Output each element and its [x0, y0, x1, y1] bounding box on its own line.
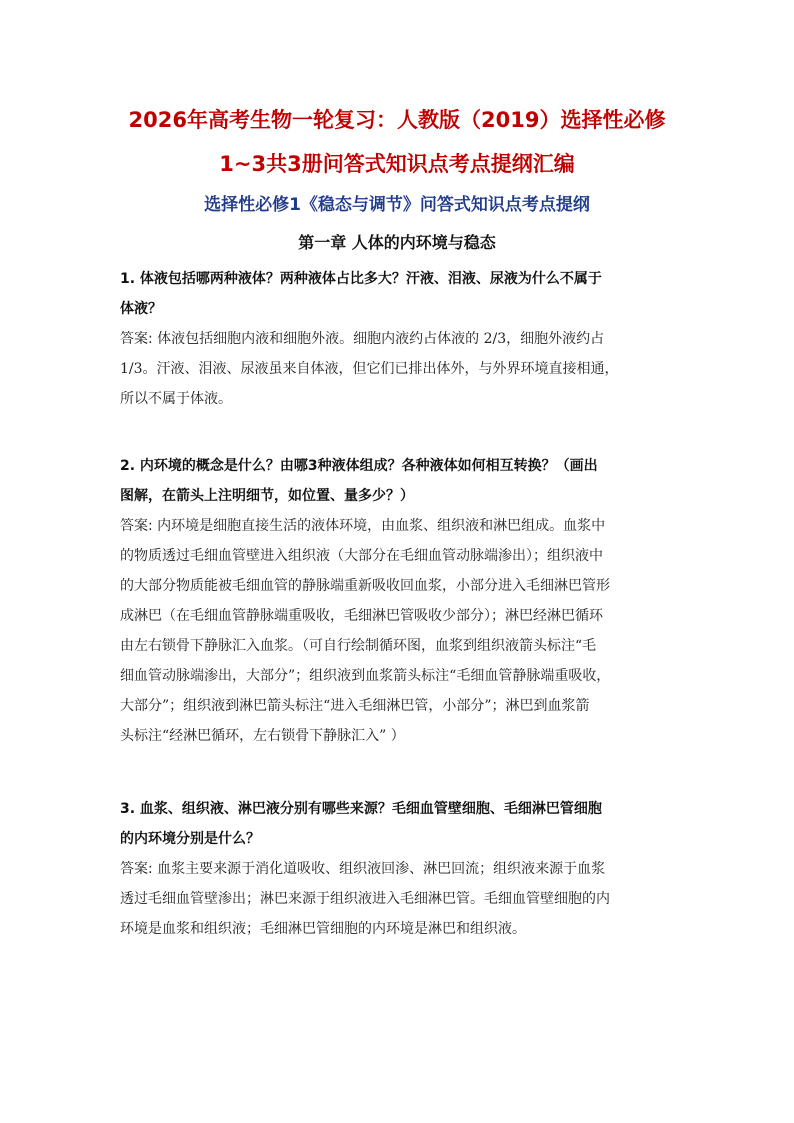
answer-line: 1/3。汗液、泪液、尿液虽来自体液，但它们已排出体外，与外界环境直接相通，: [120, 361, 619, 377]
answer-line: 头标注“经淋巴循环，左右锁骨下静脉汇入” ）: [120, 728, 405, 744]
answer-line: 大部分”；组织液到淋巴箭头标注“进入毛细淋巴管，小部分”；淋巴到血浆箭: [120, 698, 590, 714]
question-line: 体液？: [120, 301, 162, 317]
question-3: [120, 794, 680, 854]
question-line: 2. 内环境的概念是什么？由哪3种液体组成？各种液体如何相互转换？（画出: [120, 458, 598, 474]
answer-line: 血浆主要来源于消化道吸收、组织液回渗、淋巴回流；组织液来源于血浆: [152, 861, 606, 877]
question-line: 的内环境分别是什么？: [120, 831, 260, 847]
document-title-line-2: 1~3共3册问答式知识点考点提纲汇编: [219, 152, 575, 176]
answer-3: [120, 854, 680, 944]
answer-label: 答案:: [120, 518, 153, 534]
question-line: 图解，在箭头上注明细节，如位置、量多少？）: [120, 488, 414, 504]
question-line: 3. 血浆、组织液、淋巴液分别有哪些来源？毛细血管壁细胞、毛细淋巴管细胞: [120, 801, 602, 817]
answer-line: 内环境是细胞直接生活的液体环境，由血浆、组织液和淋巴组成。血浆中: [152, 518, 606, 534]
answer-line: 所以不属于体液。: [120, 391, 232, 407]
answer-line: 透过毛细血管壁渗出；淋巴来源于组织液进入毛细淋巴管。毛细血管壁细胞的内: [120, 891, 610, 907]
question-2: [120, 451, 680, 511]
answer-line: 环境是血浆和组织液；毛细淋巴管细胞的内环境是淋巴和组织液。: [120, 921, 526, 937]
answer-label: 答案:: [120, 861, 153, 877]
question-1: [120, 264, 680, 324]
answer-line: 细血管动脉端渗出，大部分”；组织液到血浆箭头标注“毛细血管静脉端重吸收，: [120, 668, 611, 684]
answer-label: 答案:: [120, 331, 153, 347]
qa-item-2: [120, 451, 680, 751]
chapter-heading: 第一章 人体的内环境与稳态: [298, 233, 496, 252]
question-line: 1. 体液包括哪两种液体？两种液体占比多大？汗液、泪液、尿液为什么不属于: [120, 271, 602, 287]
document-title-line-1: 2026年高考生物一轮复习：人教版（2019）选择性必修: [128, 108, 666, 132]
answer-line: 的大部分物质能被毛细血管的静脉端重新吸收回血浆，小部分进入毛细淋巴管形: [120, 578, 610, 594]
answer-line: 的物质透过毛细血管壁进入组织液（大部分在毛细血管动脉端渗出）；组织液中: [120, 548, 603, 564]
answer-line: 体液包括细胞内液和细胞外液。细胞内液约占体液的 2/3，细胞外液约占: [152, 331, 605, 347]
qa-item-1: [120, 264, 680, 414]
answer-line: 成淋巴（在毛细血管静脉端重吸收，毛细淋巴管吸收少部分）；淋巴经淋巴循环: [120, 608, 603, 624]
answer-line: 由左右锁骨下静脉汇入血浆。（可自行绘制循环图，血浆到组织液箭头标注“毛: [120, 638, 597, 654]
qa-item-3: [120, 794, 680, 944]
answer-1: [120, 324, 680, 414]
section-subtitle: 选择性必修1《稳态与调节》问答式知识点考点提纲: [204, 195, 590, 215]
answer-2: [120, 511, 680, 751]
